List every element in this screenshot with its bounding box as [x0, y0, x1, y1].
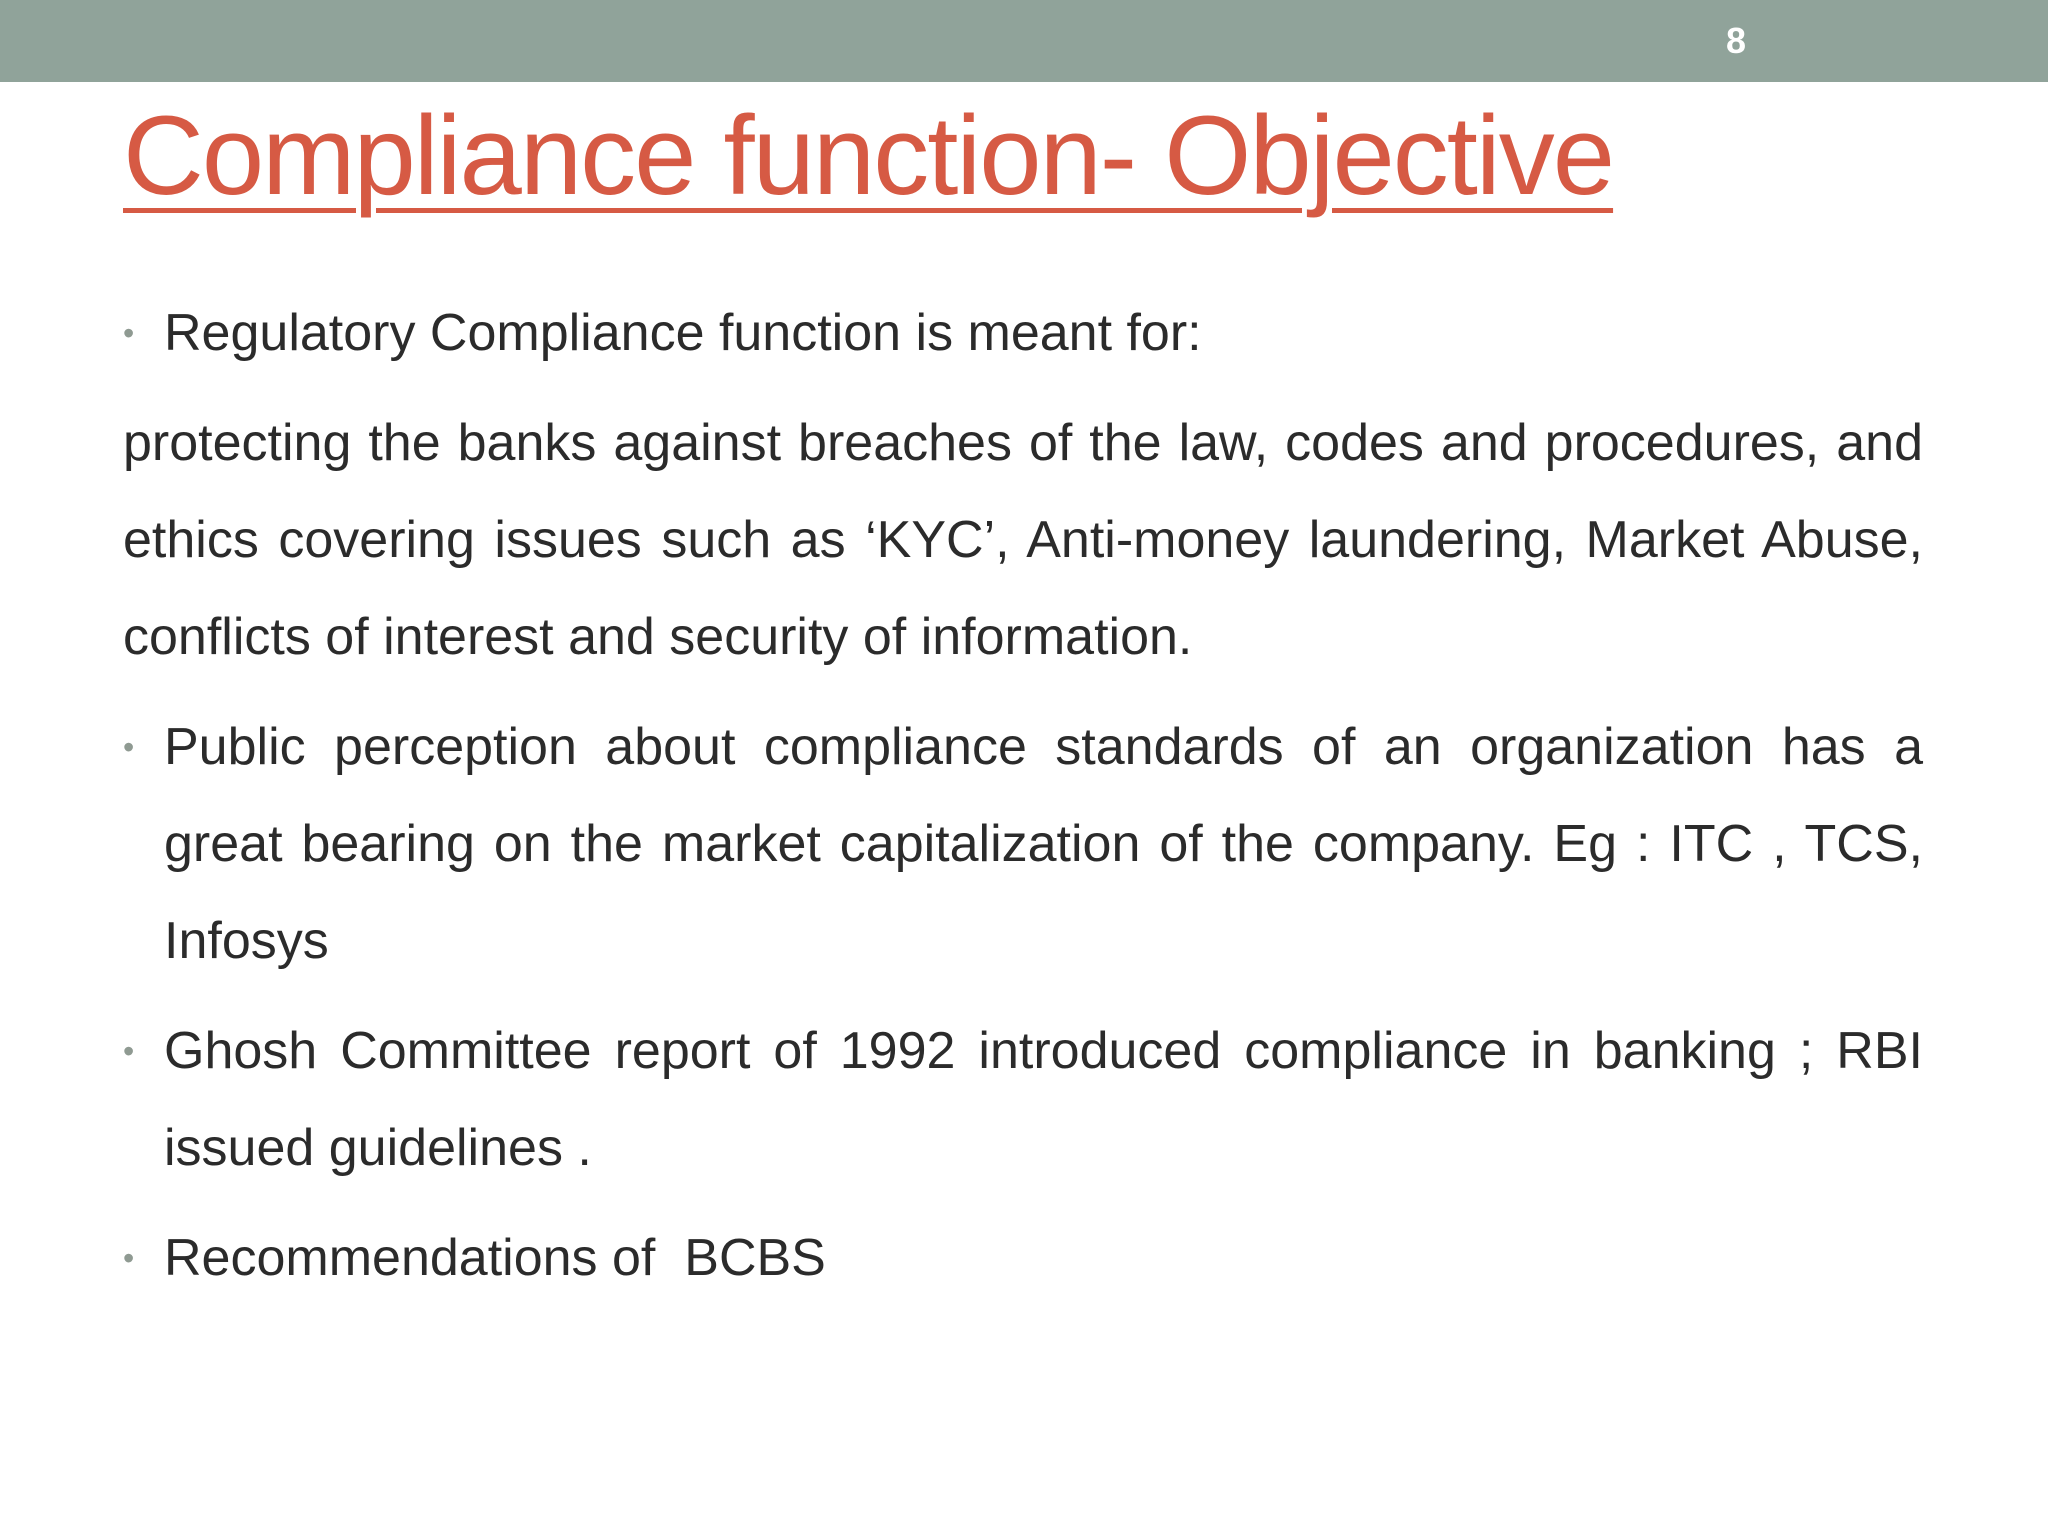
body-paragraph: protecting the banks against breaches of the law, codes and procedures, and ethics covering issues such as ‘KYC’, Anti-money laundering, Market Abuse, conflicts of interest and security of information. [123, 414, 1923, 666]
spacer [123, 1197, 1923, 1210]
bullet-item [123, 1003, 1923, 1197]
bullet-icon: • [123, 1033, 135, 1069]
bullet-item [123, 285, 1923, 382]
bullet-item [123, 1210, 1923, 1307]
spacer [123, 990, 1923, 1003]
bullet-text: Regulatory Compliance function is meant for: [164, 304, 1202, 362]
bullet-text: Recommendations of BCBS [164, 1229, 826, 1287]
slide-body [123, 285, 1923, 1307]
slide-title: Compliance function- Objective [123, 93, 1614, 218]
slide-number: 8 [1725, 20, 1746, 61]
bullet-item [123, 699, 1923, 990]
bullet-icon: • [123, 315, 135, 351]
top-banner [0, 0, 2048, 82]
bullet-text: Public perception about compliance standards of an organization has a great bearing on the market capitalization of the company. Eg : ITC , TCS, Infosys [164, 718, 1923, 970]
bullet-icon: • [123, 729, 135, 765]
bullet-text: Ghosh Committee report of 1992 introduced compliance in banking ; RBI issued guidelines . [164, 1022, 1923, 1177]
bullet-icon: • [123, 1240, 135, 1276]
